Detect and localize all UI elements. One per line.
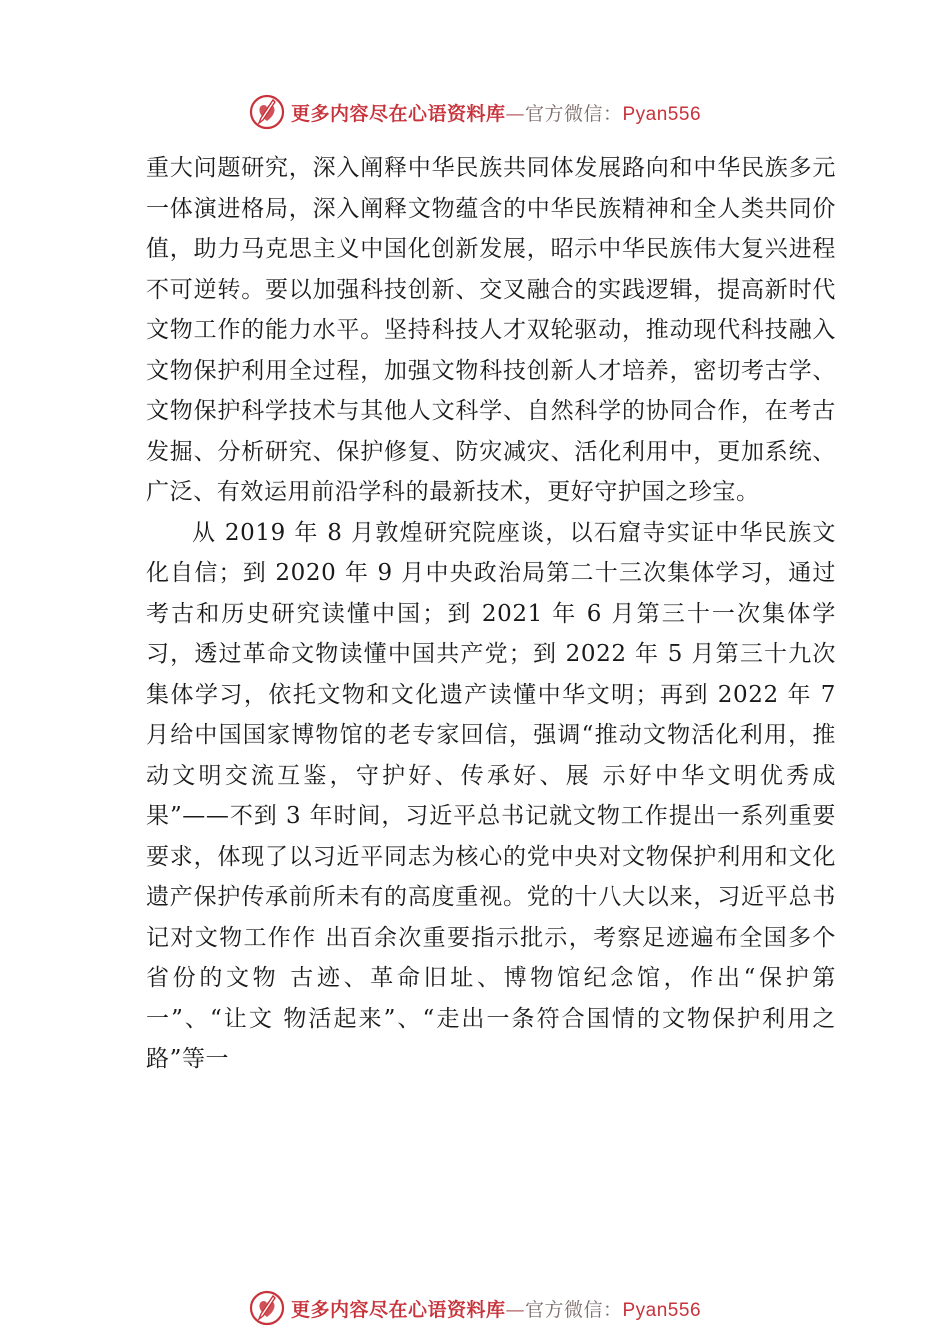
banner-wechat-handle: Pyan556: [622, 103, 702, 125]
banner-dash: —: [505, 102, 525, 125]
document-body: [146, 148, 836, 1080]
footer-banner-dash: —: [505, 1298, 525, 1321]
footer-banner-wechat-handle: Pyan556: [622, 1299, 702, 1321]
pen-heart-logo-icon: [249, 94, 285, 130]
header-watermark-banner: [0, 94, 950, 130]
banner-wechat-label: 官方微信：: [524, 102, 623, 125]
body-paragraph-1: 重大问题研究，深入阐释中华民族共同体发展路向和中华民族多元一体演进格局，深入阐释文物蕴含的中华民族精神和全人类共同价值，助力马克思主义中国化创新发展，昭示中华民族伟大复兴进程不可逆转。要以加强科技创新、交叉融合的实践逻辑，提高新时代文物工作的能力水平。坚持科技人才双轮驱动，推动现代科技融入文物保护利用全过程，加强文物科技创新人才培养，密切考古学、文物保护科学技术与其他人文科学、自然科学的协同合作，在考古发掘、分析研究、保护修复、防灾减灾、活化利用中，更加系统、广泛、有效运用前沿学科的最新技术，更好守护国之珍宝。: [146, 155, 836, 505]
footer-banner-wechat-label: 官方微信：: [524, 1298, 623, 1321]
footer-watermark-banner: [0, 1290, 950, 1326]
banner-main-text: 更多内容尽在心语资料库: [290, 102, 506, 125]
pen-heart-logo-icon: [249, 1290, 285, 1326]
body-paragraph-2: 从 2019 年 8 月敦煌研究院座谈，以石窟寺实证中华民族文化自信；到 2020 年 9 月中央政治局第二十三次集体学习，通过考古和历史研究读懂中国；到 2021 年 6 月第三十一次集体学习，透过革命文物读懂中国共产党；到 2022 年 5 月第三十九次集体学习，依托文物和文化遗产读懂中华文明；再到 2022 年 7 月给中国国家博物馆的老专家回信，强调“推动文物活化利用，推动文明交流互鉴，守护好、传承好、展 示好中华文明优秀成果”——不到 3 年时间，习近平总书记就文物工作提出一系列重要要求，体现了以习近平同志为核心的党中央对文物保护利用和文化遗产保护传承前所未有的高度重视。党的十八大以来，习近平总书记对文物工作作 出百余次重要指示批示，考察足迹遍布全国多个省份的文物 古迹、革命旧址、博物馆纪念馆，作出“保护第一”、“让文 物活起来”、“走出一条符合国情的文物保护利用之路”等一: [146, 519, 836, 1072]
footer-banner-main-text: 更多内容尽在心语资料库: [290, 1298, 506, 1321]
